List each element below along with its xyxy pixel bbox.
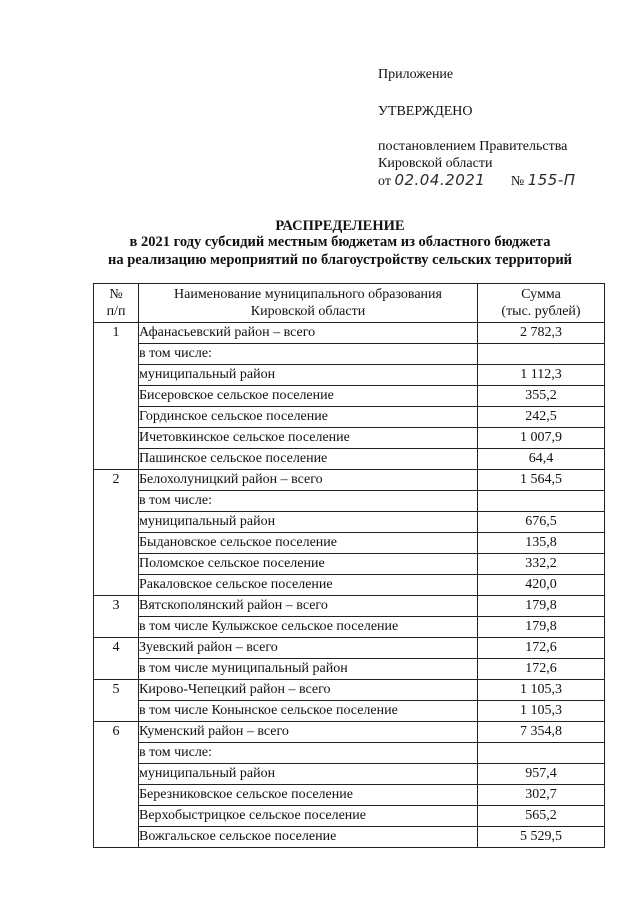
municipality-name-cell: Пашинское сельское поселение: [139, 449, 478, 470]
municipality-name-cell: Березниковское сельское поселение: [139, 785, 478, 806]
table-row: [94, 470, 605, 491]
table-row: [94, 365, 605, 386]
amount-cell: 332,2: [478, 554, 605, 575]
municipality-name-cell: Бисеровское сельское поселение: [139, 386, 478, 407]
table-row: [94, 344, 605, 365]
municipality-name-cell: муниципальный район: [139, 764, 478, 785]
row-number-cell: 2: [94, 470, 139, 596]
table-row: [94, 533, 605, 554]
amount-cell: 1 564,5: [478, 470, 605, 491]
amount-cell: 565,2: [478, 806, 605, 827]
amount-cell: 172,6: [478, 638, 605, 659]
row-number-cell: 3: [94, 596, 139, 638]
table-row: [94, 659, 605, 680]
amount-cell: 179,8: [478, 596, 605, 617]
header-row: [94, 284, 605, 323]
header-name-line-2: Кировской области: [250, 304, 366, 319]
table-row: [94, 407, 605, 428]
amount-cell: 5 529,5: [478, 827, 605, 848]
municipality-name-cell: Верхобыстрицкое сельское поселение: [139, 806, 478, 827]
municipality-name-cell: Ракаловское сельское поселение: [139, 575, 478, 596]
table-row: [94, 680, 605, 701]
municipality-name-cell: Поломское сельское поселение: [139, 554, 478, 575]
document-subtitle-line-1: в 2021 году субсидий местным бюджетам из областного бюджета: [129, 234, 551, 250]
amount-cell: 302,7: [478, 785, 605, 806]
document-subtitle-line-2: на реализацию мероприятий по благоустройству сельских территорий: [107, 252, 573, 268]
amount-cell: [478, 491, 605, 512]
amount-cell: 7 354,8: [478, 722, 605, 743]
header-name: [139, 284, 478, 323]
approval-block: [378, 66, 618, 190]
municipality-name-cell: Зуевский район – всего: [139, 638, 478, 659]
row-number-cell: 4: [94, 638, 139, 680]
amount-cell: [478, 743, 605, 764]
header-sum: [478, 284, 605, 323]
appendix-label: Приложение: [378, 67, 454, 82]
table-row: [94, 827, 605, 848]
amount-cell: 1 105,3: [478, 701, 605, 722]
number-label: №: [510, 174, 525, 189]
table-row: [94, 491, 605, 512]
approval-line-1: постановлением Правительства: [378, 139, 568, 154]
header-number: [94, 284, 139, 323]
amount-cell: 676,5: [478, 512, 605, 533]
table-row: [94, 428, 605, 449]
municipality-name-cell: в том числе:: [139, 491, 478, 512]
amount-cell: 1 105,3: [478, 680, 605, 701]
handwritten-number: 155-П: [527, 171, 576, 189]
municipality-name-cell: Вятскополянский район – всего: [139, 596, 478, 617]
table-row: [94, 764, 605, 785]
approval-line-2: Кировской области: [378, 156, 493, 171]
municipality-name-cell: муниципальный район: [139, 512, 478, 533]
municipality-name-cell: в том числе Кулыжское сельское поселение: [139, 617, 478, 638]
municipality-name-cell: Быдановское сельское поселение: [139, 533, 478, 554]
row-number-cell: 6: [94, 722, 139, 848]
amount-cell: 2 782,3: [478, 323, 605, 344]
municipality-name-cell: в том числе:: [139, 344, 478, 365]
table-row: [94, 575, 605, 596]
table-row: [94, 701, 605, 722]
header-name-line-1: Наименование муниципального образования: [174, 287, 442, 302]
table-row: [94, 806, 605, 827]
municipality-name-cell: в том числе Конынское сельское поселение: [139, 701, 478, 722]
amount-cell: 355,2: [478, 386, 605, 407]
row-number-cell: 5: [94, 680, 139, 722]
document-title: РАСПРЕДЕЛЕНИЕ: [275, 218, 405, 234]
table-row: [94, 743, 605, 764]
amount-cell: 1 112,3: [478, 365, 605, 386]
amount-cell: 420,0: [478, 575, 605, 596]
table-row: [94, 638, 605, 659]
approved-label: УТВЕРЖДЕНО: [378, 104, 473, 119]
table-row: [94, 323, 605, 344]
table-body: [94, 323, 605, 848]
row-number-cell: 1: [94, 323, 139, 470]
amount-cell: 1 007,9: [478, 428, 605, 449]
municipality-name-cell: Афанасьевский район – всего: [139, 323, 478, 344]
municipality-name-cell: Кирово-Чепецкий район – всего: [139, 680, 478, 701]
header-sum-line-1: Сумма: [521, 287, 561, 302]
table-row: [94, 386, 605, 407]
header-number-line-1: №: [109, 287, 123, 302]
amount-cell: 64,4: [478, 449, 605, 470]
header-sum-line-2: (тыс. рублей): [501, 304, 581, 319]
handwritten-date: 02.04.2021: [394, 171, 486, 189]
table-row: [94, 449, 605, 470]
table-row: [94, 512, 605, 533]
municipality-name-cell: Белохолуницкий район – всего: [139, 470, 478, 491]
municipality-name-cell: Вожгальское сельское поселение: [139, 827, 478, 848]
amount-cell: 957,4: [478, 764, 605, 785]
amount-cell: 172,6: [478, 659, 605, 680]
date-prefix: от: [378, 174, 391, 189]
amount-cell: [478, 344, 605, 365]
distribution-table: [93, 283, 605, 848]
municipality-name-cell: Гординское сельское поселение: [139, 407, 478, 428]
amount-cell: 242,5: [478, 407, 605, 428]
table-row: [94, 785, 605, 806]
municipality-name-cell: Ичетовкинское сельское поселение: [139, 428, 478, 449]
amount-cell: 135,8: [478, 533, 605, 554]
municipality-name-cell: в том числе муниципальный район: [139, 659, 478, 680]
municipality-name-cell: в том числе:: [139, 743, 478, 764]
header-number-line-2: п/п: [106, 304, 126, 319]
approval-date-line: [378, 172, 618, 190]
table-row: [94, 722, 605, 743]
amount-cell: 179,8: [478, 617, 605, 638]
table-header: [94, 284, 605, 323]
table-row: [94, 596, 605, 617]
municipality-name-cell: Куменский район – всего: [139, 722, 478, 743]
table-row: [94, 617, 605, 638]
municipality-name-cell: муниципальный район: [139, 365, 478, 386]
table-row: [94, 554, 605, 575]
